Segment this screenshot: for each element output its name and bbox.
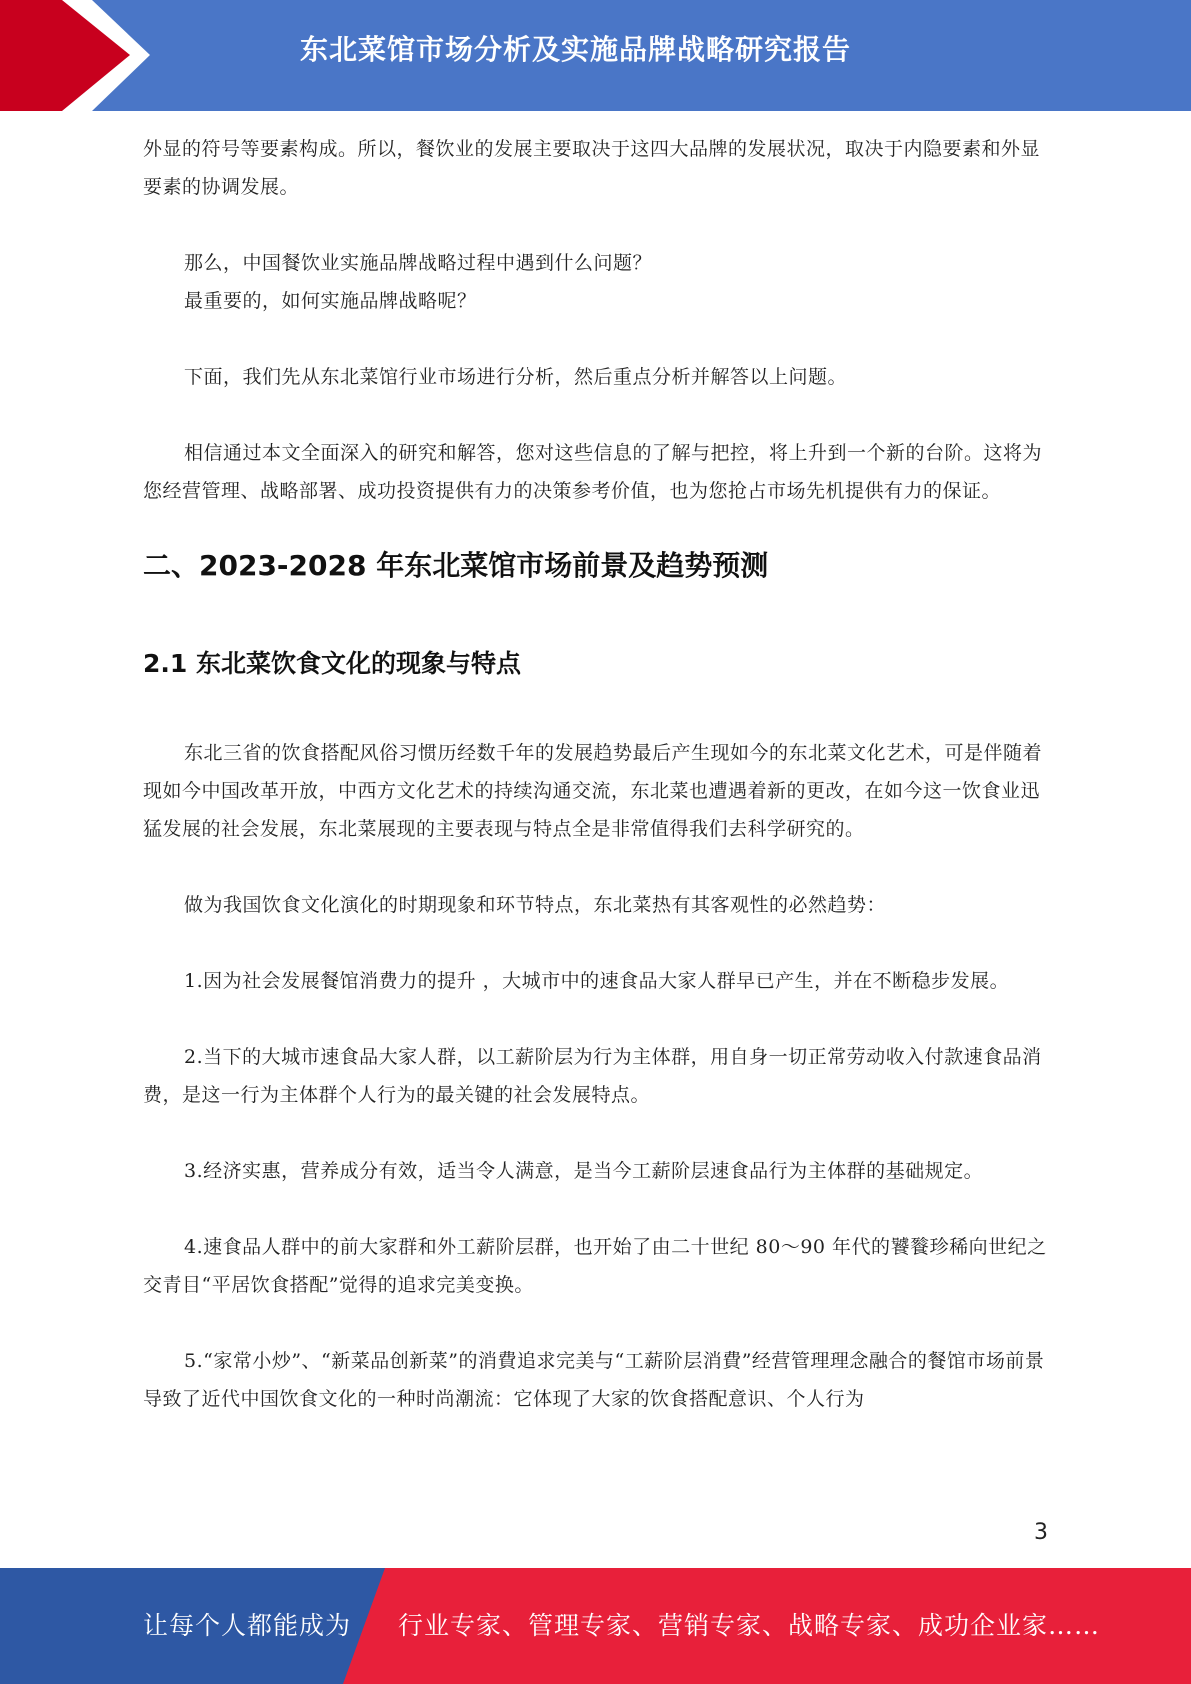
- header-title: 东北菜馆市场分析及实施品牌战略研究报告: [300, 33, 852, 66]
- paragraph: 下面，我们先从东北菜馆行业市场进行分析，然后重点分析并解答以上问题。: [184, 366, 848, 388]
- paragraph: 东北三省的饮食搭配风俗习惯历经数千年的发展趋势最后产生现如今的东北菜文化艺术，可是伴随着现如今中国改革开放，中西方文化艺术的持续沟通交流，东北菜也遭遇着新的更改，在如今这一饮食业迅猛发展的社会发展，东北菜展现的主要表现与特点全是非常值得我们去科学研究的。: [143, 742, 1043, 840]
- document-body: [143, 130, 1048, 1418]
- subsection-heading: 2.1 东北菜饮食文化的现象与特点: [143, 649, 521, 678]
- footer-slogan-left: 让每个人都能成为: [143, 1611, 352, 1640]
- footer-slogan-right: 行业专家、管理专家、营销专家、战略专家、成功企业家……: [398, 1611, 1101, 1640]
- paragraph: 做为我国饮食文化演化的时期现象和环节特点，东北菜热有其客观性的必然趋势：: [184, 894, 887, 916]
- question-line: 那么，中国餐饮业实施品牌战略过程中遇到什么问题？: [184, 252, 653, 274]
- list-item: 1.因为社会发展餐馆消费力的提升 ，大城市中的速食品大家人群早已产生，并在不断稳步发展。: [184, 970, 1010, 992]
- page-footer: [0, 1568, 1191, 1684]
- list-item: 2.当下的大城市速食品大家人群，以工薪阶层为行为主体群，用自身一切正常劳动收入付款速食品消费，是这一行为主体群个人行为的最关键的社会发展特点。: [143, 1046, 1042, 1106]
- list-item: 3.经济实惠，营养成分有效，适当令人满意，是当今工薪阶层速食品行为主体群的基础规定。: [184, 1160, 984, 1182]
- list-item: 4.速食品人群中的前大家群和外工薪阶层群，也开始了由二十世纪 80～90 年代的饕餮珍稀向世纪之交青目“平居饮食搭配”觉得的追求完美变换。: [143, 1236, 1047, 1296]
- paragraph: 相信通过本文全面深入的研究和解答，您对这些信息的了解与把控，将上升到一个新的台阶。这将为您经营管理、战略部署、成功投资提供有力的决策参考价值，也为您抢占市场先机提供有力的保证。: [143, 442, 1043, 502]
- list-item: 5.“家常小炒”、“新菜品创新菜”的消費追求完美与“工薪阶层消費”经营管理理念融合的餐馆市场前景导致了近代中国饮食文化的一种时尚潮流：它体现了大家的饮食搭配意识、个人行为: [143, 1350, 1045, 1410]
- header-arrow-decoration: [0, 0, 160, 111]
- question-line: 最重要的，如何实施品牌战略呢？: [184, 290, 477, 312]
- paragraph: 外显的符号等要素构成。所以，餐饮业的发展主要取决于这四大品牌的发展状况，取决于内隐要素和外显要素的协调发展。: [143, 138, 1041, 198]
- section-heading: 二、2023-2028 年东北菜馆市场前景及趋势预测: [143, 549, 769, 582]
- page-header: [0, 0, 1191, 111]
- page-number: 3: [1034, 1520, 1048, 1545]
